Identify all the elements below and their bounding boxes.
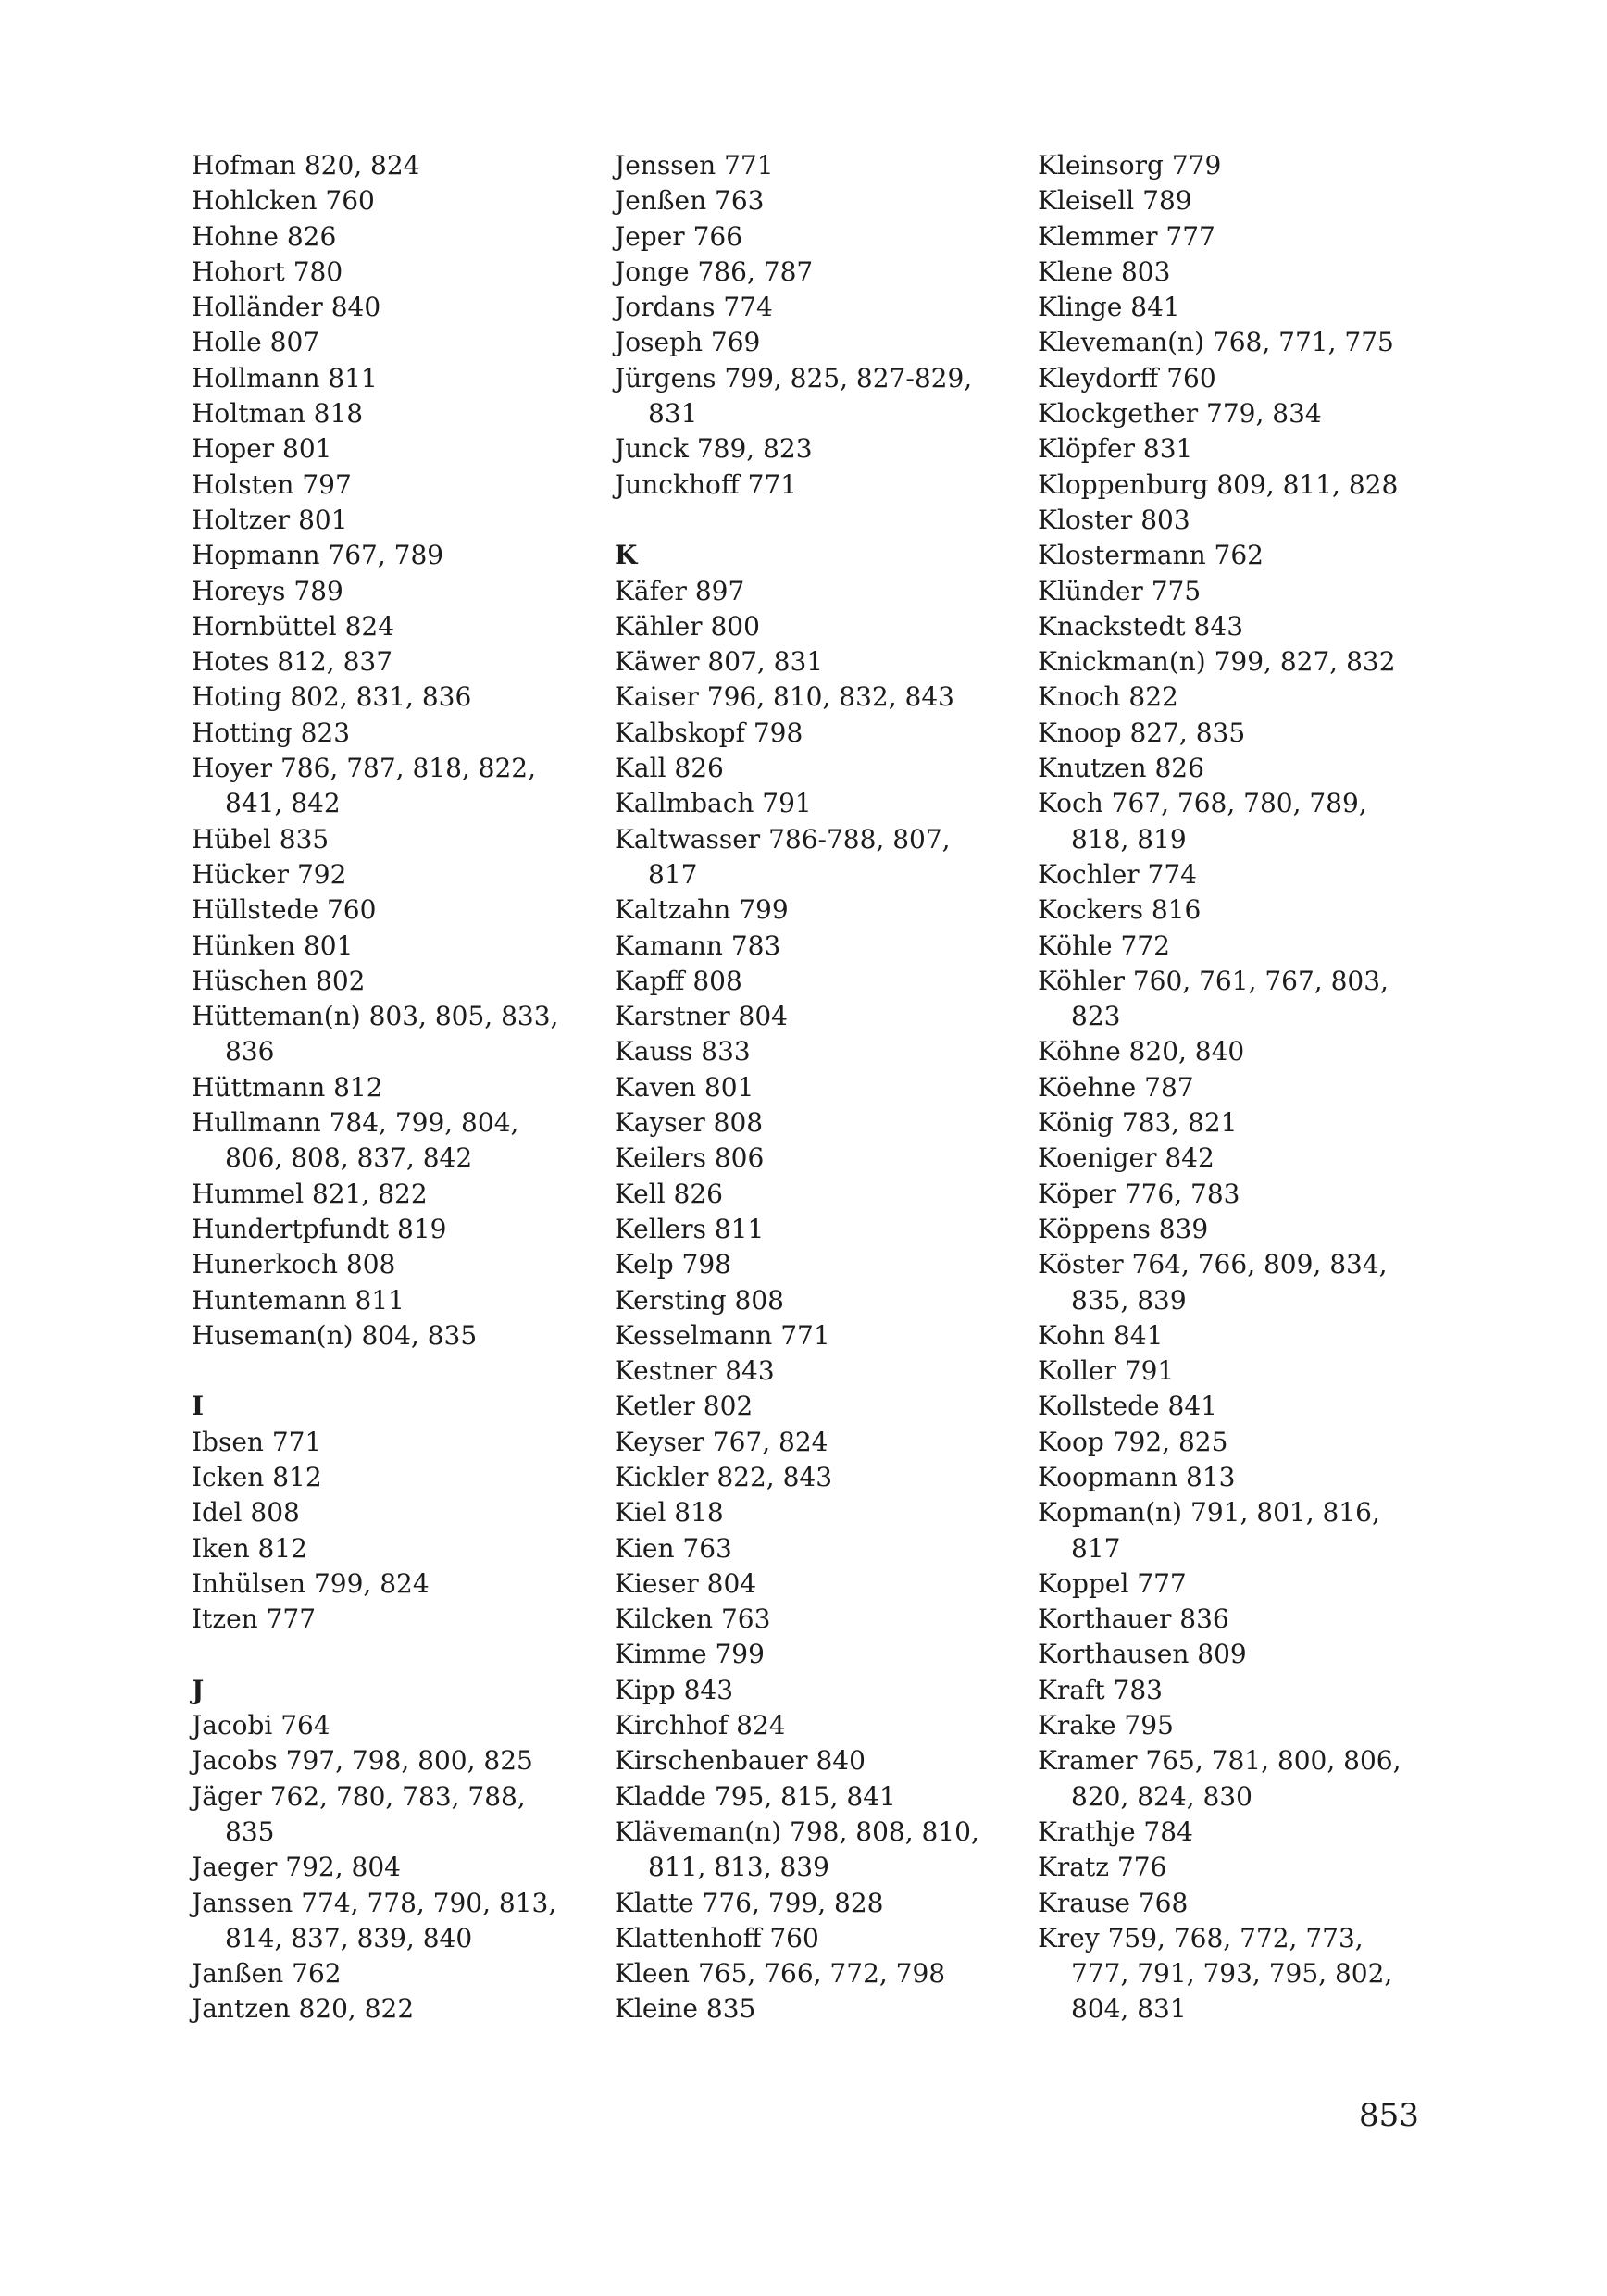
index-entry: Kloster 803	[1038, 504, 1190, 535]
index-entry-continuation: 804, 831	[1071, 1993, 1187, 2025]
index-entry: Kilcken 763	[615, 1603, 771, 1635]
index-entry: Kapff 808	[615, 965, 742, 996]
index-entry: Jürgens 799, 825, 827-829,	[615, 362, 973, 393]
index-entry: Köehne 787	[1038, 1071, 1194, 1103]
index-entry: Hunerkoch 808	[192, 1249, 396, 1280]
index-entry: Hünken 801	[192, 930, 354, 961]
section-letter-heading: I	[192, 1391, 205, 1422]
index-entry: Horeys 789	[192, 575, 343, 606]
index-entry: Krey 759, 768, 772, 773,	[1038, 1922, 1364, 1953]
index-entry: Kleydorff 760	[1038, 362, 1216, 393]
index-entry: Junck 789, 823	[615, 433, 813, 465]
section-spacer	[192, 1637, 580, 1672]
index-entry-continuation: 835, 839	[1071, 1284, 1187, 1316]
index-entry-continuation: 817	[1071, 1532, 1121, 1564]
index-entry: Hüllstede 760	[192, 894, 377, 926]
index-entry: Kaltzahn 799	[615, 894, 789, 926]
index-entry: Hotting 823	[192, 717, 351, 748]
index-entry: Kimme 799	[615, 1639, 765, 1670]
index-entry: Hohne 826	[192, 220, 337, 252]
index-entry: Huseman(n) 804, 835	[192, 1319, 478, 1351]
index-entry: Hummel 821, 822	[192, 1178, 428, 1209]
index-entry: Hücker 792	[192, 858, 347, 890]
index-entry: Kollstede 841	[1038, 1391, 1217, 1422]
index-entry: Käfer 897	[615, 575, 745, 606]
index-entry: Jantzen 820, 822	[192, 1993, 415, 2025]
index-entry: Hundertpfundt 819	[192, 1213, 447, 1244]
index-entry: Jäger 762, 780, 783, 788,	[192, 1780, 526, 1812]
index-entry: Köhle 772	[1038, 930, 1170, 961]
index-entry: Kieser 804	[615, 1567, 757, 1599]
index-entry: Knickman(n) 799, 827, 832	[1038, 646, 1396, 678]
index-entry: Köppens 839	[1038, 1213, 1209, 1244]
index-entry: Hullmann 784, 799, 804,	[192, 1107, 519, 1139]
index-entry: Holtman 818	[192, 398, 364, 430]
index-entry: Koop 792, 825	[1038, 1426, 1228, 1457]
index-entry-continuation: 777, 791, 793, 795, 802,	[1071, 1958, 1393, 1990]
index-entry: Jonge 786, 787	[615, 256, 814, 287]
index-entry: Koller 791	[1038, 1355, 1175, 1387]
index-entry: Holle 807	[192, 327, 320, 358]
index-entry: Koeniger 842	[1038, 1142, 1215, 1174]
index-entry: Holtzer 801	[192, 504, 348, 535]
index-entry: Huntemann 811	[192, 1284, 405, 1316]
index-entry: Kaven 801	[615, 1071, 754, 1103]
index-entry-continuation: 835	[225, 1816, 275, 1847]
index-entry: Kalbskopf 798	[615, 717, 804, 748]
index-entry: Krake 795	[1038, 1710, 1174, 1741]
index-entry: Hoting 802, 831, 836	[192, 681, 472, 713]
index-entry: Kratz 776	[1038, 1852, 1167, 1883]
index-entry: Kersting 808	[615, 1284, 784, 1316]
index-entry: Knoop 827, 835	[1038, 717, 1246, 748]
page-number: 853	[1359, 2097, 1419, 2134]
index-entry: Kelp 798	[615, 1249, 731, 1280]
index-entry: Ketler 802	[615, 1391, 754, 1422]
index-entry: Kesselmann 771	[615, 1319, 830, 1351]
index-entry: Kaiser 796, 810, 832, 843	[615, 681, 954, 713]
index-entry-continuation: 836	[225, 1036, 275, 1067]
index-entry-continuation: 814, 837, 839, 840	[225, 1922, 473, 1953]
index-entry: Jenssen 771	[615, 150, 774, 181]
section-spacer	[192, 1354, 580, 1389]
index-entry: Klene 803	[1038, 256, 1171, 287]
index-entry: Kleine 835	[615, 1993, 756, 2025]
index-entry: Kockers 816	[1038, 894, 1202, 926]
index-entry: Kleen 765, 766, 772, 798	[615, 1958, 946, 1990]
index-entry: Klinge 841	[1038, 292, 1180, 323]
index-entry: Kestner 843	[615, 1355, 775, 1387]
index-entry: Kochler 774	[1038, 858, 1197, 890]
index-entry: Keilers 806	[615, 1142, 765, 1174]
index-entry: Köhne 820, 840	[1038, 1036, 1245, 1067]
index-entry: Korthausen 809	[1038, 1639, 1247, 1670]
index-entry: Kleveman(n) 768, 771, 775	[1038, 327, 1394, 358]
index-entry: Holländer 840	[192, 292, 381, 323]
index-entry: Jacobi 764	[192, 1710, 330, 1741]
index-entry: Klünder 775	[1038, 575, 1202, 606]
index-entry: Ibsen 771	[192, 1426, 322, 1457]
index-entry: Hohort 780	[192, 256, 343, 287]
index-entry: Hofman 820, 824	[192, 150, 420, 181]
index-entry: Kickler 822, 843	[615, 1461, 833, 1492]
index-entry: Hollmann 811	[192, 362, 378, 393]
index-entry: Janßen 762	[192, 1958, 342, 1990]
index-entry: Kramer 765, 781, 800, 806,	[1038, 1745, 1401, 1777]
index-entry: Kopman(n) 791, 801, 816,	[1038, 1497, 1380, 1529]
index-entry: Kellers 811	[615, 1213, 765, 1244]
index-entry: Hohlcken 760	[192, 185, 375, 217]
index-column-1	[192, 148, 580, 2028]
index-entry: Hoper 801	[192, 433, 332, 465]
index-entry: Koppel 777	[1038, 1567, 1187, 1599]
index-entry: König 783, 821	[1038, 1107, 1238, 1139]
index-entry: Jordans 774	[615, 292, 773, 323]
index-entry: Idel 808	[192, 1497, 300, 1529]
index-entry-continuation: 806, 808, 837, 842	[225, 1142, 473, 1174]
index-entry: Inhülsen 799, 824	[192, 1567, 430, 1599]
index-entry-continuation: 841, 842	[225, 788, 341, 819]
index-entry: Kleinsorg 779	[1038, 150, 1222, 181]
index-entry: Junckhoff 771	[615, 468, 798, 500]
index-entry: Kähler 800	[615, 610, 760, 642]
index-entry: Hütteman(n) 803, 805, 833,	[192, 1001, 559, 1032]
index-entry: Köper 776, 783	[1038, 1178, 1240, 1209]
index-entry: Jenßen 763	[615, 185, 765, 217]
index-entry: Klöpfer 831	[1038, 433, 1193, 465]
index-entry: Kirchhof 824	[615, 1710, 786, 1741]
index-entry: Kraft 783	[1038, 1674, 1163, 1705]
index-entry-continuation: 823	[1071, 1001, 1121, 1032]
index-entry: Kayser 808	[615, 1107, 764, 1139]
index-entry: Köhler 760, 761, 767, 803,	[1038, 965, 1389, 996]
index-entry: Hüschen 802	[192, 965, 366, 996]
index-entry: Kall 826	[615, 753, 724, 784]
index-entry: Hüttmann 812	[192, 1071, 383, 1103]
index-entry: Koopmann 813	[1038, 1461, 1236, 1492]
index-entry: Iken 812	[192, 1532, 307, 1564]
section-letter-heading: J	[192, 1674, 205, 1705]
index-entry: Kirschenbauer 840	[615, 1745, 866, 1777]
index-entry: Klattenhoff 760	[615, 1922, 819, 1953]
index-entry-continuation: 818, 819	[1071, 823, 1187, 855]
index-entry: Kell 826	[615, 1178, 723, 1209]
index-entry: Itzen 777	[192, 1603, 317, 1635]
index-entry: Icken 812	[192, 1461, 322, 1492]
index-entry: Korthauer 836	[1038, 1603, 1229, 1635]
index-entry-continuation: 811, 813, 839	[648, 1852, 829, 1883]
index-column-2	[615, 148, 1003, 2028]
index-entry: Hübel 835	[192, 823, 330, 855]
index-entry: Kamann 783	[615, 930, 781, 961]
index-entry: Holsten 797	[192, 468, 352, 500]
index-entry: Jaeger 792, 804	[192, 1852, 401, 1883]
index-entry: Koch 767, 768, 780, 789,	[1038, 788, 1367, 819]
index-entry: Hopmann 767, 789	[192, 540, 444, 571]
index-entry: Klostermann 762	[1038, 540, 1264, 571]
index-entry: Klatte 776, 799, 828	[615, 1887, 884, 1918]
index-entry: Joseph 769	[615, 327, 761, 358]
index-entry: Kien 763	[615, 1532, 732, 1564]
index-entry: Kladde 795, 815, 841	[615, 1780, 896, 1812]
index-entry: Knoch 822	[1038, 681, 1178, 713]
index-entry: Kloppenburg 809, 811, 828	[1038, 468, 1399, 500]
index-entry: Hornbüttel 824	[192, 610, 395, 642]
index-entry: Köster 764, 766, 809, 834,	[1038, 1249, 1388, 1280]
index-entry: Hoyer 786, 787, 818, 822,	[192, 753, 537, 784]
index-entry: Kaltwasser 786-788, 807,	[615, 823, 951, 855]
index-entry: Knackstedt 843	[1038, 610, 1244, 642]
index-entry: Kipp 843	[615, 1674, 734, 1705]
index-entry: Klockgether 779, 834	[1038, 398, 1322, 430]
index-entry: Kallmbach 791	[615, 788, 812, 819]
index-entry: Janssen 774, 778, 790, 813,	[192, 1887, 557, 1918]
index-entry: Karstner 804	[615, 1001, 788, 1032]
section-spacer	[615, 503, 1003, 538]
index-entry: Klemmer 777	[1038, 220, 1215, 252]
index-entry: Kauss 833	[615, 1036, 751, 1067]
index-entry: Kläveman(n) 798, 808, 810,	[615, 1816, 979, 1847]
index-entry: Knutzen 826	[1038, 753, 1204, 784]
index-entry: Jacobs 797, 798, 800, 825	[192, 1745, 533, 1777]
index-entry: Hotes 812, 837	[192, 646, 393, 678]
index-entry: Keyser 767, 824	[615, 1426, 828, 1457]
index-entry: Käwer 807, 831	[615, 646, 824, 678]
index-entry-continuation: 817	[648, 858, 698, 890]
index-entry: Krause 768	[1038, 1887, 1189, 1918]
index-entry-continuation: 831	[648, 398, 698, 430]
index-entry: Kohn 841	[1038, 1319, 1164, 1351]
section-letter-heading: K	[615, 540, 638, 571]
index-entry: Kiel 818	[615, 1497, 724, 1529]
index-entry: Kleisell 789	[1038, 185, 1192, 217]
index-entry: Jeper 766	[615, 220, 743, 252]
index-entry: Krathje 784	[1038, 1816, 1193, 1847]
index-column-3	[1038, 148, 1426, 2028]
index-entry-continuation: 820, 824, 830	[1071, 1780, 1252, 1812]
